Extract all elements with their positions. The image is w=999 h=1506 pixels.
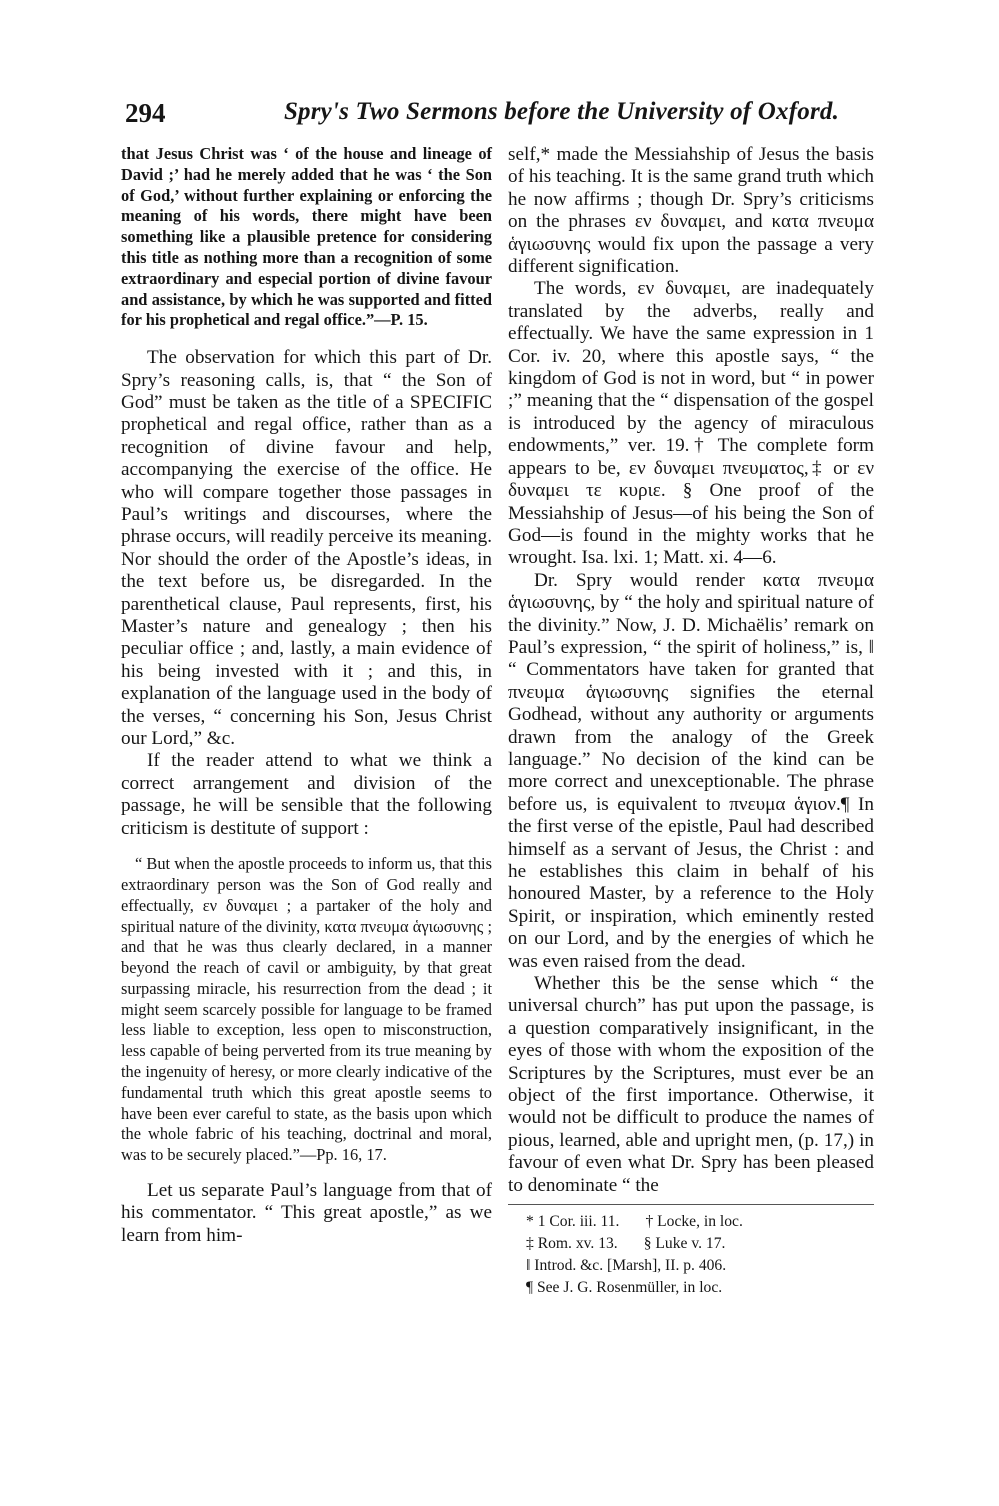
footnote: ‖ Introd. &c. [Marsh], II. p. 406. xyxy=(526,1257,727,1275)
footnote-line xyxy=(526,1233,874,1255)
footnote-line xyxy=(526,1255,874,1277)
running-title: Spry's Two Sermons before the University of Oxford. xyxy=(283,98,840,125)
paragraph-words: The words, εν δυναμει, are inadequately translated by the adverbs, really and effectually. We have the same expression in 1 Cor. iv. 20, where this apostle says, “ the kingdom of God is not in word, but “ in power ;” meaning that the “ dispensation of the gospel is introduced by the agency of miraculous endowments,” ver. 19.† The complete form appears to be, εν δυναμει πνευματος,‡ or εν δυναμει τε κυριε. § One proof of the Messiahship of Jesus—of his being the Son of God—is found in the mighty works that he wrought. Isa. lxi. 1; Matt. xi. 4—6. xyxy=(508,278,874,569)
paragraph-render: Dr. Spry would render κατα πνευμα ἁγιωσυνης, by “ the holy and spiritual nature of the divinity.” Now, J. D. Michaëlis’ remark on Paul’s expression, “ the spirit of holiness,” is, ‖ “ Commentators have taken for granted that πνευμα ἁγιωσυνης signifies the eternal Godhead, without any authority or arguments drawn from the analogy of the Greek language.” No decision of the kind can be more correct and unexceptionable. The phrase before us, is equivalent to πνευμα ἁγιον.¶ In the first verse of the epistle, Paul had described himself as a servant of Jesus, the Christ : and he establishes this claim in behalf of his honoured Master, by a reference to the Holy Spirit, or inspiration, which eminently rested on our Lord, and by the energies of which he was even raised from the dead. xyxy=(508,569,874,972)
paragraph-self: self,* made the Messiahship of Jesus the basis of his teaching. It is the same grand truth which he now affirms ; though Dr. Spry’s criticisms on the phrases εν δυναμει, and κατα πνευμα ἁγιωσυνης would fix upon the passage a very different signification. xyxy=(508,144,874,278)
paragraph-separate: Let us separate Paul’s language from that of his commentator. “ This great apostle,” as we learn from him- xyxy=(121,1180,492,1246)
paragraph-reader: If the reader attend to what we think a correct arrangement and division of the passage, he will be sensible that the following criticism is destitute of support : xyxy=(121,750,492,839)
footnote: * 1 Cor. iii. 11. xyxy=(526,1213,620,1231)
footnote-divider xyxy=(508,1204,874,1205)
footnote: ‡ Rom. xv. 13. xyxy=(526,1235,618,1253)
footnote: † Locke, in loc. xyxy=(645,1213,743,1231)
footnote: § Luke v. 17. xyxy=(643,1235,726,1253)
paragraph-whether: Whether this be the sense which “ the universal church” has put upon the passage, is a question comparatively insignificant, in the eyes of those with whom the exposition of the Scriptures by the Scriptures, must ever be an object of the first importance. Otherwise, it would not be difficult to produce the names of pious, learned, able and upright men, (p. 17,) in favour of even what Dr. Spry has been pleased to denominate “ the xyxy=(508,973,874,1196)
page-header xyxy=(125,98,880,134)
quote-opening: that Jesus Christ was ‘ of the house and lineage of David ;’ had he merely added that he was ‘ the Son of God,’ without further explaining or enforcing the meaning of his words, there might have been something like a plausible pretence for considering this title as nothing more than a recognition of some extraordinary and especial portion of divine favour and assistance, by which he was supported and fitted for his prophetical and regal office.”—P. 15. xyxy=(121,144,492,330)
footnote-line xyxy=(526,1211,874,1233)
right-column xyxy=(508,144,874,1299)
left-column xyxy=(121,144,492,1247)
footnotes xyxy=(508,1211,874,1299)
footnote-line xyxy=(526,1277,874,1299)
quote-apostle: “ But when the apostle proceeds to inform us, that this extraordinary person was the Son of God really and effectually, εν δυναμει ; a partaker of the holy and spiritual nature of the divinity, κατα πνευμα ἁγιωσυνης ; and that he was thus clearly declared, in a manner beyond the reach of cavil or ambiguity, by that great surpassing miracle, his resurrection from the dead ; it might seem scarcely possible for language to be framed less liable to exception, less open to misconstruction, less capable of being perverted from its true meaning by the ingenuity of heresy, or more clearly indicative of the fundamental truth which this great apostle seems to have been ever careful to state, as the basis upon which the whole fabric of his teaching, doctrinal and moral, was to be securely placed.”—Pp. 16, 17. xyxy=(121,854,492,1165)
footnote: ¶ See J. G. Rosenmüller, in loc. xyxy=(526,1279,723,1297)
page-number: 294 xyxy=(125,98,166,128)
paragraph-observation: The observation for which this part of Dr. Spry’s reasoning calls, is, that “ the Son of God” must be taken as the title of a SPECIFIC prophetical and regal office, rather than as a recognition of divine favour and help, accompanying the exercise of the office. He who will compare together those passages in Paul’s writings and discourses, where the phrase occurs, will readily perceive its meaning. Nor should the order of the Apostle’s ideas, in the text before us, be disregarded. In the parenthetical clause, Paul represents, first, his Master’s nature and genealogy ; then his peculiar office ; and, lastly, a main evidence of his being invested with it ; and this, in explanation of the language used in the body of the verses, “ concerning his Son, Jesus Christ our Lord,” &c. xyxy=(121,347,492,750)
